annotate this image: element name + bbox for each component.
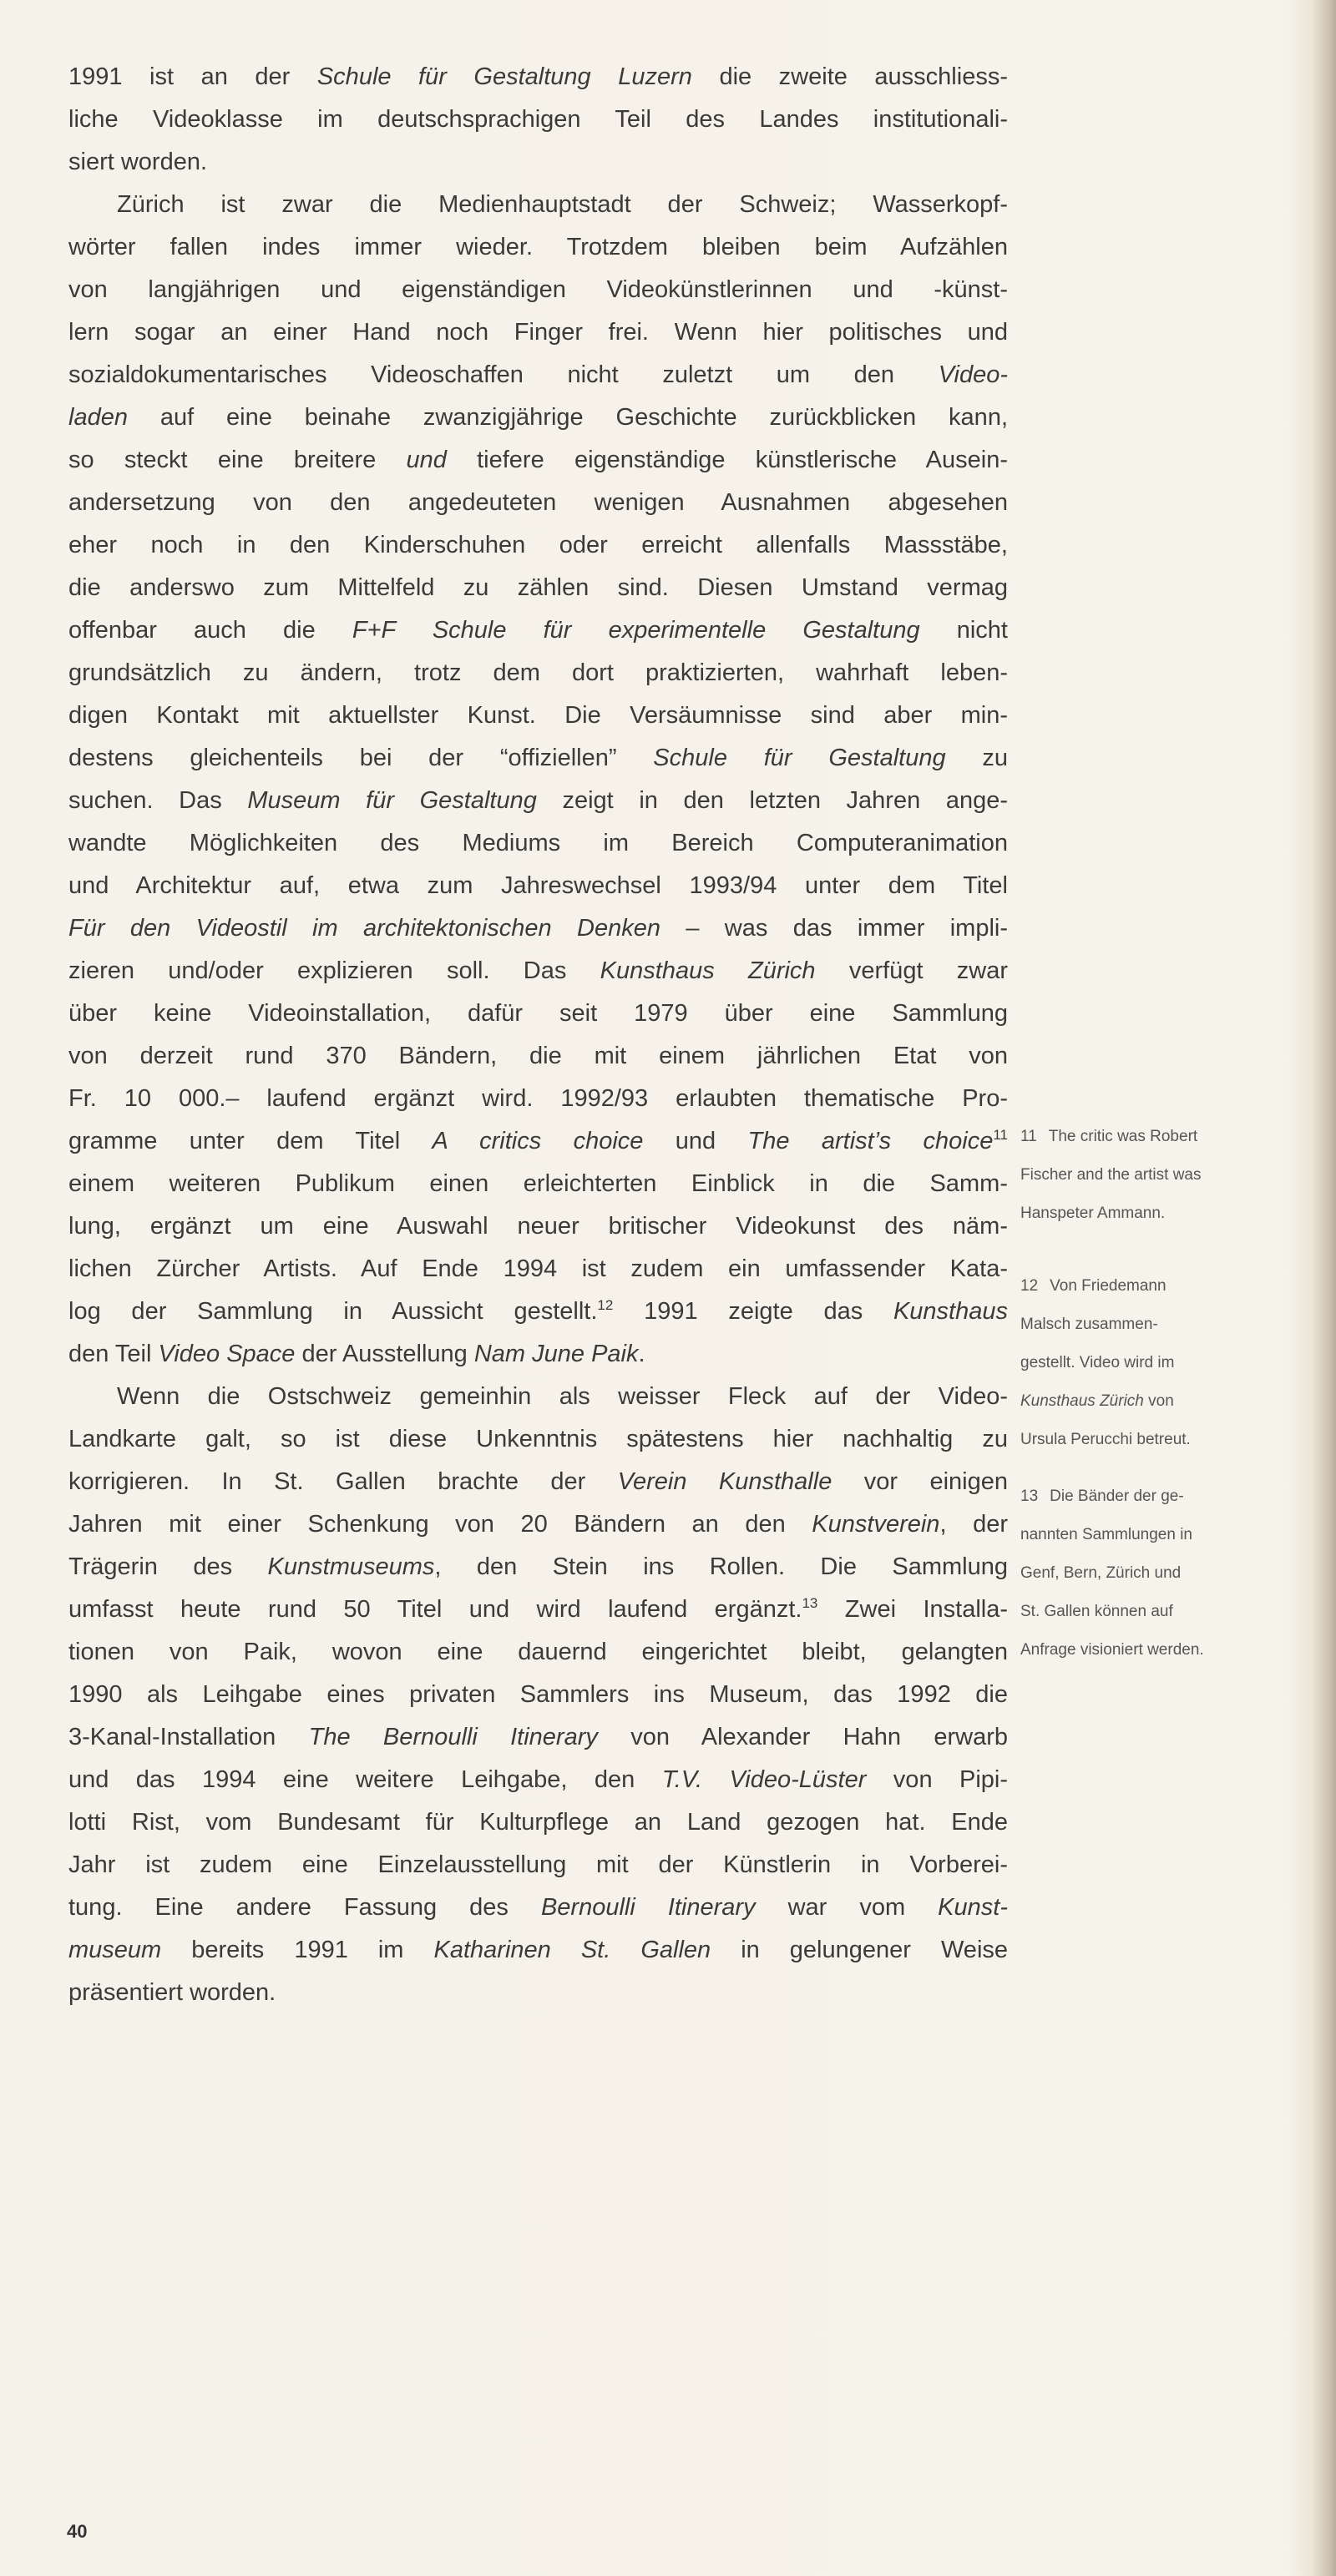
text-segment: Fischer and the artist was [1020,1166,1202,1184]
text-segment: 3-Kanal-Installation [68,1724,309,1750]
text-segment: lotti Rist, vom Bundesamt für Kulturpflege an Land gezogen hat. Ende [68,1809,1008,1836]
text-line [68,950,1008,993]
text-segment: The critic was Robert [1048,1128,1198,1145]
text-segment: suchen. Das [68,787,248,814]
footnote-line [1020,1554,1321,1593]
text-segment: Zürich ist zwar die Medienhauptstadt der Schweiz; Wasserkopf- [117,191,1008,218]
text-line [68,1078,1008,1120]
text-line [68,524,1008,567]
italic-text: A critics choice [432,1128,644,1154]
italic-text: Kunsthaus [893,1298,1008,1325]
paragraph [68,1376,1008,2014]
italic-text: laden [68,404,128,431]
text-segment: Anfrage visioniert werden. [1020,1641,1204,1659]
text-line [68,354,1008,397]
text-segment: , der [939,1511,1008,1538]
text-segment: bereits 1991 im [161,1937,434,1963]
footnote-reference: 13 [802,1595,818,1611]
text-segment: lern sogar an einer Hand noch Finger frei. Wenn hier politisches und [68,319,1008,346]
text-line [68,1546,1008,1589]
text-line [68,822,1008,865]
text-line [68,1972,1008,2014]
text-line [68,567,1008,609]
text-segment: tionen von Paik, wovon eine dauernd eingerichtet bleibt, gelangten [68,1639,1008,1665]
text-segment: 1991 ist an der [68,63,317,90]
text-segment: der Ausstellung [295,1341,474,1367]
footnote-number: 12 [1020,1277,1039,1295]
text-line [68,609,1008,652]
text-line [68,1887,1008,1929]
text-segment: die zweite ausschliess- [691,63,1008,90]
italic-text: Kunsthaus Zürich [600,957,816,984]
text-line [68,1716,1008,1759]
footnote [1020,1118,1321,1233]
footnote-line [1020,1156,1321,1195]
text-line [68,141,1008,184]
text-segment: andersetzung von den angedeuteten wenigen Ausnahmen abgesehen [68,489,1008,516]
text-segment: gestellt. Video wird im [1020,1354,1175,1371]
italic-text: Katharinen St. Gallen [433,1937,711,1963]
text-segment: – was das immer impli- [660,915,1008,942]
text-segment: zieren und/oder explizieren soll. Das [68,957,600,984]
text-segment: Trägerin des [68,1553,268,1580]
text-segment: auf eine beinahe zwanzigjährige Geschichte zurückblicken kann, [127,404,1008,431]
text-line [68,1418,1008,1461]
footnote-line [1020,1382,1321,1421]
text-line [68,56,1008,98]
page-number: 40 [67,2521,88,2542]
text-segment: wörter fallen indes immer wieder. Trotzdem bleiben beim Aufzählen [68,234,1008,260]
text-line [68,482,1008,524]
text-line [68,1631,1008,1674]
text-segment: . [638,1341,645,1367]
footnote-line [1020,1631,1321,1669]
text-segment: Jahren mit einer Schenkung von 20 Bändern an den [68,1511,812,1538]
text-segment: von derzeit rund 370 Bändern, die mit einem jährlichen Etat von [68,1043,1008,1069]
italic-text: Museum für Gestaltung [247,787,537,814]
text-segment: zeigt in den letzten Jahren ange- [536,787,1008,814]
text-segment: nicht [919,617,1008,644]
text-line [68,993,1008,1035]
text-segment: Genf, Bern, Zürich und [1020,1564,1182,1582]
text-segment: präsentiert worden. [68,1979,276,2006]
text-line [68,1801,1008,1844]
footnote-reference: 11 [993,1127,1008,1143]
text-segment: Malsch zusammen- [1020,1316,1158,1333]
text-segment: Wenn die Ostschweiz gemeinhin als weisser Fleck auf der Video- [117,1383,1008,1410]
text-segment: eher noch in den Kinderschuhen oder erreicht allenfalls Massstäbe, [68,532,1008,558]
text-segment: 1991 zeigte das [613,1298,893,1325]
italic-text: The artist’s choice [747,1128,994,1154]
text-segment: destens gleichenteils bei der “offiziellen” [68,745,654,771]
paragraph [68,56,1008,184]
text-line [68,1674,1008,1716]
text-line [68,1248,1008,1291]
text-line [68,1205,1008,1248]
text-segment: korrigieren. In St. Gallen brachte der [68,1468,618,1495]
text-segment: 1990 als Leihgabe eines privaten Sammlers ins Museum, das 1992 die [68,1681,1008,1708]
italic-text: museum [68,1937,162,1963]
footnote-number: 11 [1020,1128,1037,1145]
italic-text: F+F Schule für experimentelle Gestaltung [352,617,920,644]
text-line [68,1163,1008,1205]
text-line [68,1929,1008,1972]
italic-text: Video Space [158,1341,296,1367]
text-segment: über keine Videoinstallation, dafür seit 1979 über eine Sammlung [68,1000,1008,1027]
text-line [68,269,1008,311]
footnote-line [1020,1421,1321,1459]
text-line [68,1461,1008,1503]
text-line [68,695,1008,737]
italic-text: Nam June Paik [473,1341,639,1367]
text-segment: grundsätzlich zu ändern, trotz dem dort praktizierten, wahrhaft leben- [68,659,1008,686]
italic-text: Bernoulli Itinerary [540,1894,756,1921]
text-line [68,1589,1008,1631]
text-segment: lung, ergänzt um eine Auswahl neuer britischer Videokunst des näm- [68,1213,1008,1240]
text-segment: digen Kontakt mit aktuellster Kunst. Die Versäumnisse sind aber min- [68,702,1008,729]
footnote-line [1020,1477,1321,1516]
footnote-line [1020,1344,1321,1382]
text-line [68,1759,1008,1801]
text-line [68,1120,1008,1163]
footnote-line [1020,1195,1321,1233]
text-segment: liche Videoklasse im deutschsprachigen Teil des Landes institutionali- [68,106,1008,133]
text-segment: von Alexander Hahn erwarb [597,1724,1008,1750]
text-segment: Die Bänder der ge- [1050,1488,1184,1505]
text-segment: log der Sammlung in Aussicht gestellt. [68,1298,598,1325]
italic-text: Schule für Gestaltung Luzern [316,63,692,90]
footnote-line [1020,1516,1321,1554]
text-line [68,865,1008,907]
footnote-line [1020,1593,1321,1631]
italic-text: The Bernoulli Itinerary [308,1724,598,1750]
body-text [68,56,1008,2014]
text-segment: Fr. 10 000.– laufend ergänzt wird. 1992/93 erlaubten thematische Pro- [68,1085,1008,1112]
text-line [68,907,1008,950]
footnote [1020,1267,1321,1459]
text-segment: und [643,1128,748,1154]
italic-text: Video- [938,361,1008,388]
text-line [68,780,1008,822]
italic-text: Für den Videostil im architektonischen Denken [68,915,660,942]
text-segment: verfügt zwar [815,957,1009,984]
text-line [68,652,1008,695]
footnote-line [1020,1118,1321,1156]
text-segment: Hanspeter Ammann. [1020,1205,1166,1222]
text-segment: und Architektur auf, etwa zum Jahreswechsel 1993/94 unter dem Titel [68,872,1008,899]
text-segment: Ursula Perucchi betreut. [1020,1431,1191,1448]
text-line [68,226,1008,269]
footnote [1020,1477,1321,1669]
text-line [68,98,1008,141]
text-segment: in gelungener Weise [711,1937,1009,1963]
text-segment: gramme unter dem Titel [68,1128,433,1154]
text-segment: Von Friedemann [1050,1277,1166,1295]
italic-text: Verein Kunsthalle [617,1468,832,1495]
text-line [68,1035,1008,1078]
footnote-line [1020,1267,1321,1306]
text-line [68,1376,1008,1418]
text-line [68,439,1008,482]
text-segment: St. Gallen können auf [1020,1603,1173,1620]
text-segment: einem weiteren Publikum einen erleichterten Einblick in die Samm- [68,1170,1008,1197]
text-segment: wandte Möglichkeiten des Mediums im Bereich Computeranimation [68,830,1008,856]
paragraph [68,184,1008,1376]
text-line [68,1503,1008,1546]
footnote-line [1020,1306,1321,1344]
text-line [68,397,1008,439]
text-line [68,1844,1008,1887]
text-segment: den Teil [68,1341,159,1367]
italic-text: und [406,447,447,473]
text-segment: nannten Sammlungen in [1020,1526,1192,1543]
text-segment: Zwei Installa- [817,1596,1008,1623]
text-line [68,1291,1008,1333]
text-segment: zu [945,745,1009,771]
text-segment: von langjährigen und eigenständigen Videokünstlerinnen und -künst- [68,276,1008,303]
text-line [68,184,1008,226]
text-line [68,311,1008,354]
text-segment: tung. Eine andere Fassung des [68,1894,541,1921]
text-segment: Landkarte galt, so ist diese Unkenntnis spätestens hier nachhaltig zu [68,1426,1008,1452]
text-segment: tiefere eigenständige künstlerische Ausein- [446,447,1008,473]
italic-text: Schule für Gestaltung [653,745,946,771]
italic-text: Kunstmuseums [267,1553,435,1580]
text-segment: Jahr ist zudem eine Einzelausstellung mit der Künstlerin in Vorberei- [68,1851,1008,1878]
text-segment: von Pipi- [866,1766,1009,1793]
text-segment: sozialdokumentarisches Videoschaffen nicht zuletzt um den [68,361,939,388]
italic-text: Kunst- [938,1894,1008,1921]
text-segment: umfasst heute rund 50 Titel und wird laufend ergänzt. [68,1596,802,1623]
text-segment: so steckt eine breitere [68,447,407,473]
text-segment: offenbar auch die [68,617,352,644]
italic-text: T.V. Video-Lüster [661,1766,867,1793]
text-segment: , den Stein ins Rollen. Die Sammlung [434,1553,1008,1580]
footnote-number: 13 [1020,1488,1039,1505]
italic-text: Kunsthaus Zürich [1020,1392,1144,1410]
text-segment: lichen Zürcher Artists. Auf Ende 1994 ist zudem ein umfassender Kata- [68,1255,1008,1282]
text-line [68,1333,1008,1376]
text-segment: die anderswo zum Mittelfeld zu zählen sind. Diesen Umstand vermag [68,574,1008,601]
text-segment: war vom [755,1894,939,1921]
text-segment: vor einigen [832,1468,1008,1495]
italic-text: Kunstverein [812,1511,940,1538]
text-segment: und das 1994 eine weitere Leihgabe, den [68,1766,662,1793]
text-line [68,737,1008,780]
text-segment: von [1143,1392,1174,1410]
text-segment: siert worden. [68,149,208,175]
footnote-reference: 12 [597,1297,614,1313]
